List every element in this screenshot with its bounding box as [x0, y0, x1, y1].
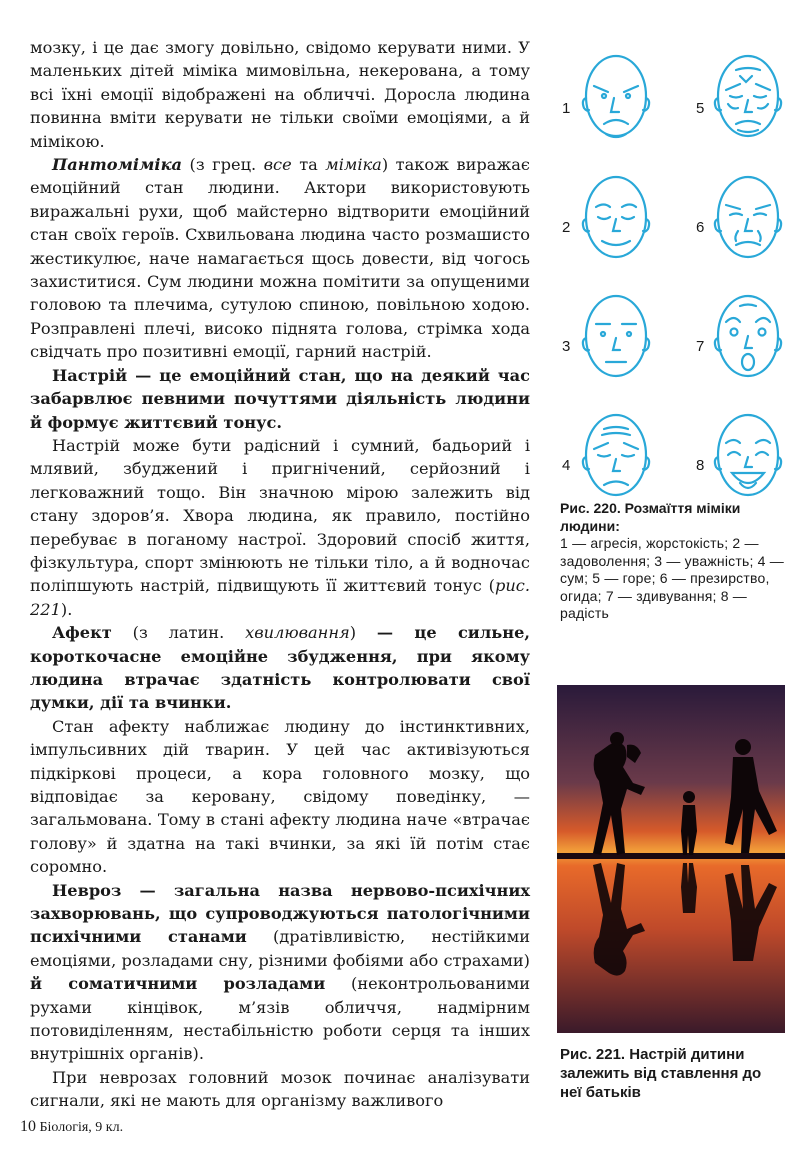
paragraph-neurosis: При неврозах головний мозок починає аналізувати сигнали, які не мають для організму важливого [30, 1067, 530, 1111]
paragraph-mimicry-end: мозку, і це дає змогу довільно, свідомо керувати ними. У маленьких дітей міміка мимовільна, некерована, а тому всі їхні емоції відображені на обличчі. Доросла людина повинна вміти керувати не тільки своїми емоціями, а й мімікою. [30, 38, 530, 151]
face-sadness-icon [578, 407, 654, 503]
face-number: 8 [696, 457, 705, 474]
face-satisfaction-icon [578, 169, 654, 265]
face-number: 4 [562, 457, 571, 474]
paragraph-mood: Настрій може бути радісний і сумний, бадьорий і млявий, збуджений і пригнічений, серйозний і легковажний тощо. Він значною мірою залежить від стану здоров’я. Хвора людина, як правило, постійно перебуває в поганому настрої. Здоровий спосіб життя, фізкультура, спорт змінюють не тільки тіло, а й водночас поліпшують настрій, підвищують її життєвий тонус (рис. 221). [30, 435, 530, 619]
face-number: 1 [562, 100, 571, 117]
figure-ref-221: рис. 221 [30, 576, 530, 619]
definition-affect: Афект (з латин. хвилювання) — це сильне, короткочасне емоційне збудження, при якому людина втрачає здатність контролювати свої думки, дії та вчинки. [30, 623, 531, 713]
face-attentiveness-icon [578, 288, 654, 384]
figure-220-faces [550, 30, 790, 490]
definition-mood: Настрій — це емоційний стан, що на деякий час забарвлює певними почуттями діяльність людини й формує життєвий тонус. [30, 365, 530, 432]
term-pantomime: Пантоміміка [52, 155, 183, 175]
face-surprise-icon [710, 288, 786, 384]
page-number: 10 [20, 1118, 36, 1135]
face-number: 2 [562, 219, 571, 236]
definition-neurosis: Невроз — загальна назва нервово-психічних захворювань, що супроводжуються патологічними психічними станами (дратівливістю, нестійкими емоціями, розладами сну, різними фобіями або страхами) й соматичними розладами (неконтрольованими рухами кінцівок, м’язів обличчя, надмірним потовиділенням, нестабільністю роботи серця та інших внутрішніх органів). [30, 880, 531, 1064]
paragraph-affect: Стан афекту наближає людину до інстинктивних, імпульсивних дій тварин. У цей час активізуються підкіркові процеси, а кора головного мозку, що відповідає за керовану, свідому поведінку, — загальмована. Тому в стані афекту людина наче «втрачає голову» й здатна на такі вчинки, за які їй потім стає соромно. [30, 716, 530, 877]
face-grief-icon [710, 50, 786, 146]
face-number: 5 [696, 100, 705, 117]
book-title: Біологія, 9 кл. [39, 1120, 124, 1135]
face-aggression-icon [578, 50, 654, 146]
face-disgust-icon [710, 169, 786, 265]
figure-220-title: Рис. 220. Розмаїття міміки людини: [560, 500, 741, 534]
figure-220-caption [560, 500, 788, 623]
page-footer [20, 1118, 123, 1136]
figure-221-photo [557, 685, 785, 1033]
face-number: 7 [696, 338, 705, 355]
figure-220-legend: 1 — агресія, жорстокість; 2 — задоволення; 3 — уважність; 4 — сум; 5 — горе; 6 — презирство, огида; 7 — здивування; 8 — радість [560, 535, 784, 621]
figure-221-caption: Рис. 221. Настрій дитини залежить від ставлення до неї батьків [560, 1046, 762, 1101]
face-number: 3 [562, 338, 571, 355]
face-joy-icon [710, 407, 786, 503]
face-number: 6 [696, 219, 705, 236]
paragraph-pantomime: Пантоміміка (з грец. все та міміка) також виражає емоційний стан людини. Актори використовують виражальні рухи, щоб майстерно відтворити емоційний стан своїх героїв. Схвильована людина часто розмашисто жестикулює, наче намагається щось довести, від чогось захиститися. Сум людини можна помітити за опущеними головою та плечима, сутулою спиною, повільною ходою. Розправлені плечі, високо піднята голова, стрімка хода свідчать про позитивні емоції, гарний настрій. [30, 155, 530, 362]
main-text-column [30, 36, 530, 1113]
